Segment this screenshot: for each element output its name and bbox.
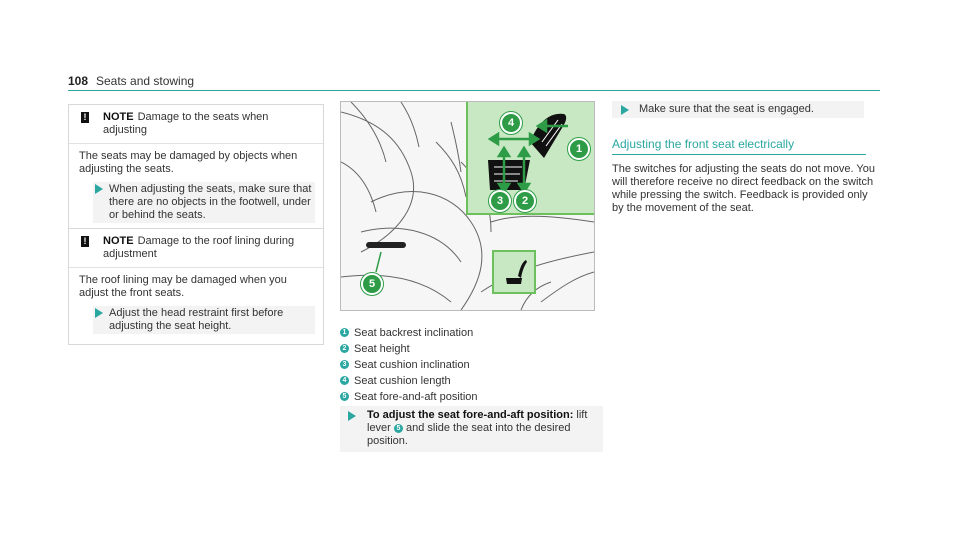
page-number: 108 bbox=[68, 74, 89, 88]
callout-4: 4 bbox=[500, 112, 522, 134]
note-step bbox=[93, 182, 315, 223]
note-body bbox=[69, 268, 323, 344]
warning-icon: ! bbox=[81, 236, 89, 247]
arrow-icon bbox=[95, 184, 103, 194]
arrow-icon bbox=[95, 308, 103, 318]
note-title: Damage to the seats when adjusting bbox=[103, 111, 269, 136]
legend-text: Seat backrest inclination bbox=[354, 327, 474, 339]
legend-text: Seat height bbox=[354, 343, 410, 355]
arrow-icon bbox=[348, 411, 356, 421]
legend-item bbox=[340, 341, 478, 357]
instruction-text-before: lift lever bbox=[367, 409, 588, 434]
note-header bbox=[69, 105, 323, 144]
note-step-text: When adjusting the seats, make sure that there are no objects in the footwell, under or behind the seats. bbox=[109, 183, 312, 221]
section-title: Seats and stowing bbox=[96, 74, 195, 88]
legend-text: Seat cushion inclination bbox=[354, 359, 470, 371]
right-column bbox=[612, 101, 880, 215]
page-header bbox=[68, 74, 880, 91]
instruction-heading: To adjust the seat fore-and-aft position: bbox=[367, 409, 574, 421]
legend-item bbox=[340, 373, 478, 389]
section-heading: Adjusting the front seat electrically bbox=[612, 138, 866, 155]
legend-item bbox=[340, 357, 478, 373]
callout-5: 5 bbox=[361, 273, 383, 295]
legend-text: Seat cushion length bbox=[354, 375, 451, 387]
note-step bbox=[93, 306, 315, 334]
note-text: The seats may be damaged by objects when adjusting the seats. bbox=[79, 150, 298, 175]
switch-location-box bbox=[492, 250, 536, 294]
fore-aft-instruction bbox=[340, 406, 603, 452]
note-title: Damage to the roof lining during adjustment bbox=[103, 235, 295, 260]
section-paragraph: The switches for adjusting the seats do not move. You will therefore receive no direct feedback on the switch while pressing the switch. Feedback is provided only by the movement of the seat. bbox=[612, 163, 875, 214]
seat-illustration bbox=[340, 101, 595, 311]
note-box-seats bbox=[68, 104, 324, 234]
legend-number: 1 bbox=[340, 328, 349, 337]
legend-number: 5 bbox=[340, 392, 349, 401]
note-header bbox=[69, 229, 323, 268]
legend-number: 2 bbox=[340, 344, 349, 353]
engage-step-text: Make sure that the seat is engaged. bbox=[639, 103, 814, 115]
arrow-icon bbox=[621, 105, 629, 115]
callout-3: 3 bbox=[489, 190, 511, 212]
note-label: NOTE bbox=[103, 111, 134, 123]
note-text: The roof lining may be damaged when you adjust the front seats. bbox=[79, 274, 287, 299]
legend-item bbox=[340, 325, 478, 341]
seat-icon bbox=[494, 252, 534, 292]
callout-2: 2 bbox=[514, 190, 536, 212]
warning-icon: ! bbox=[81, 112, 89, 123]
instruction-ref: 5 bbox=[394, 424, 403, 433]
note-step-text: Adjust the head restraint first before adjusting the seat height. bbox=[109, 307, 284, 332]
legend-item bbox=[340, 389, 478, 405]
note-box-roof-lining bbox=[68, 228, 324, 345]
legend-number: 4 bbox=[340, 376, 349, 385]
figure-legend bbox=[340, 325, 478, 405]
instruction-text-after: and slide the seat into the desired position. bbox=[367, 422, 571, 447]
legend-text: Seat fore-and-aft position bbox=[354, 391, 478, 403]
legend-number: 3 bbox=[340, 360, 349, 369]
engage-step bbox=[612, 101, 864, 118]
callout-1: 1 bbox=[568, 138, 590, 160]
note-label: NOTE bbox=[103, 235, 134, 247]
note-body bbox=[69, 144, 323, 233]
